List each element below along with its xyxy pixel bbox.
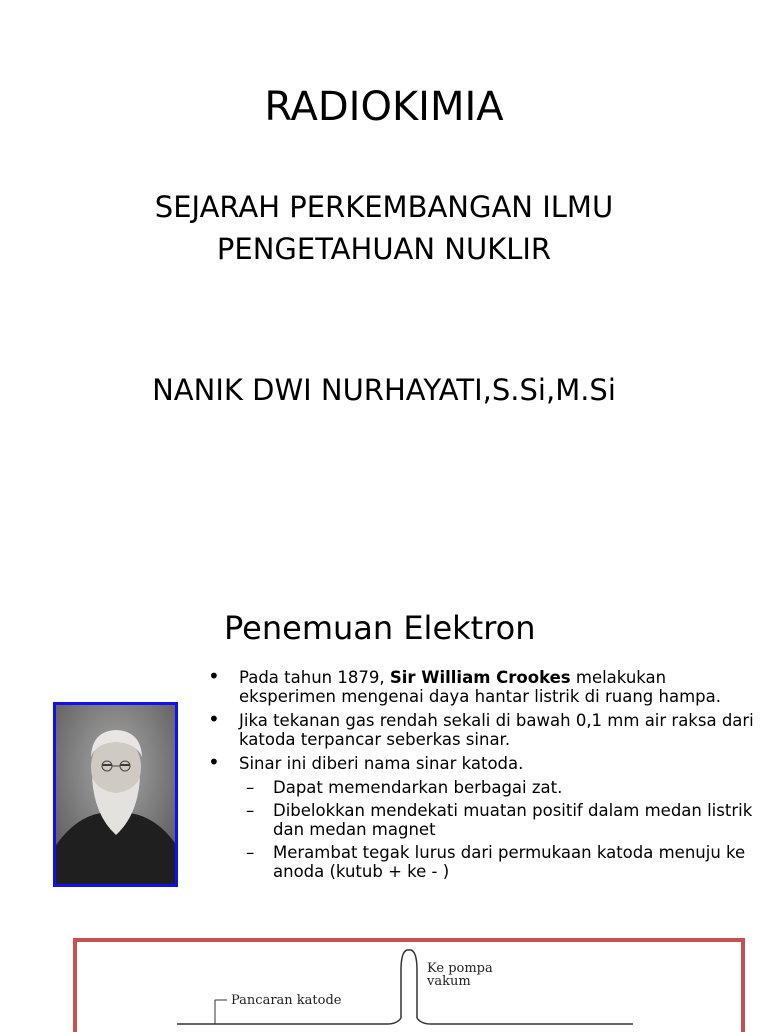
- sub-bullet-marker: –: [246, 843, 255, 862]
- slide-title: Penemuan Elektron: [224, 609, 536, 647]
- sub-list-item: [208, 843, 756, 881]
- label-pump: [427, 962, 493, 988]
- label-pump-line2: vakum: [427, 974, 471, 989]
- bullet-marker: •: [208, 664, 220, 688]
- sub-bullet-text: Merambat tegak lurus dari permukaan katoda menuju ke anoda (kutub + ke - ): [273, 843, 746, 881]
- bullet-text: Pada tahun 1879,: [239, 668, 390, 687]
- bullet-bold-name: Sir William Crookes: [389, 668, 571, 687]
- list-item: [208, 664, 756, 706]
- sub-list-item: [208, 801, 756, 839]
- bullet-marker: •: [208, 707, 220, 731]
- list-item: [208, 750, 756, 774]
- author-name: NANIK DWI NURHAYATI,S.Si,M.Si: [152, 373, 616, 407]
- list-item: [208, 707, 756, 749]
- bullet-marker: •: [208, 750, 220, 774]
- content-slide: [0, 560, 768, 1024]
- label-pump-line1: Ke pompa: [427, 961, 493, 976]
- bullet-text: Sinar ini diberi nama sinar katoda.: [239, 754, 524, 773]
- sub-bullet-marker: –: [246, 778, 255, 797]
- subtitle-line-2: PENGETAHUAN NUKLIR: [216, 232, 552, 266]
- tube-illustration: [77, 942, 741, 1032]
- sub-list-item: [208, 778, 756, 797]
- bullet-text: melakukan eksperimen mengenai daya hantar listrik di ruang hampa.: [239, 668, 721, 706]
- label-cathode-beam: Pancaran katode: [231, 993, 342, 1008]
- bullet-list: [208, 664, 756, 885]
- sub-bullet-text: Dibelokkan mendekati muatan positif dalam medan listrik dan medan magnet: [273, 801, 753, 839]
- sub-bullet-marker: –: [246, 801, 255, 820]
- cathode-ray-tube-diagram: [73, 938, 745, 1032]
- subtitle-line-1: SEJARAH PERKEMBANGAN ILMU: [154, 190, 614, 224]
- portrait-photo: [53, 702, 178, 887]
- bullet-text: Jika tekanan gas rendah sekali di bawah 0,1 mm air raksa dari katoda terpancar seberkas sinar.: [239, 711, 754, 749]
- sub-bullet-text: Dapat memendarkan berbagai zat.: [273, 778, 563, 797]
- slide-subtitle: [0, 186, 768, 270]
- portrait-icon: [56, 705, 175, 884]
- slide-title: RADIOKIMIA: [264, 84, 504, 130]
